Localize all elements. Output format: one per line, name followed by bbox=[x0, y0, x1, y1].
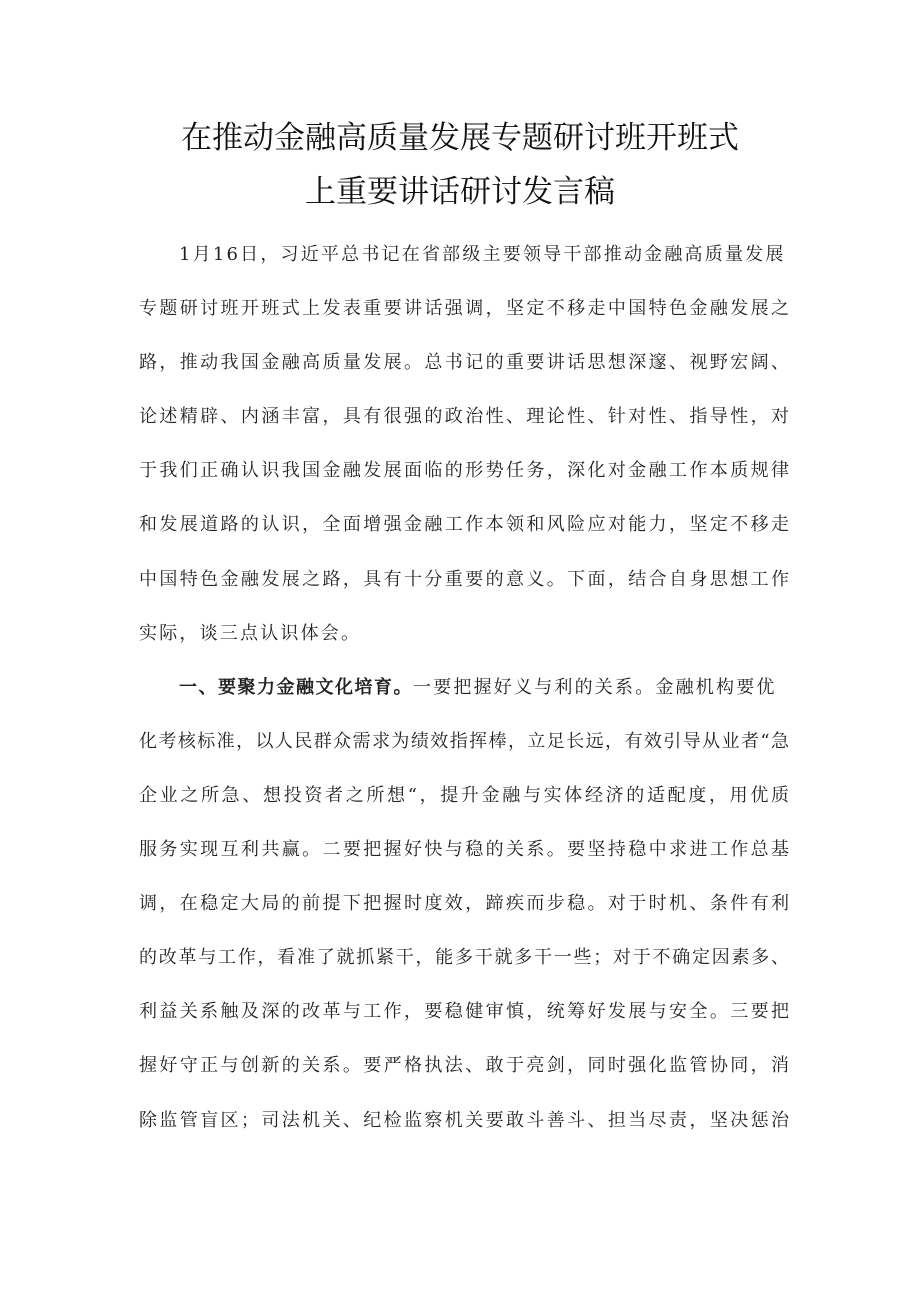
paragraph-1-line: 于我们正确认识我国金融发展面临的形势任务，深化对金融工作本质规律 bbox=[139, 460, 789, 482]
paragraph-2-first-line-text: 一要把握好义与利的关系。金融机构要优 bbox=[413, 676, 777, 698]
paragraph-1-line: 实际，谈三点认识体会。 bbox=[139, 622, 362, 644]
paragraph-2-line: 服务实现互利共赢。二要把握好快与稳的关系。要坚持稳中求进工作总基 bbox=[139, 839, 789, 861]
paragraph-1-line: 论述精辟、内涵丰富，具有很强的政治性、理论性、针对性、指导性，对 bbox=[139, 406, 789, 428]
paragraph-2-line: 握好守正与创新的关系。要严格执法、敢于亮剑，同时强化监管协同，消 bbox=[139, 1055, 789, 1077]
paragraph-1-line: 专题研讨班开班式上发表重要讲话强调，坚定不移走中国特色金融发展之 bbox=[139, 298, 789, 320]
paragraph-2-line: 化考核标准，以人民群众需求为绩效指挥棒，立足长远，有效引导从业者“急 bbox=[139, 730, 789, 752]
paragraph-2-line: 企业之所急、想投资者之所想“，提升金融与实体经济的适配度，用优质 bbox=[139, 784, 789, 806]
document-title-line-1: 在推动金融高质量发展专题研讨班开班式 bbox=[181, 120, 739, 156]
document-body bbox=[139, 233, 789, 1153]
paragraph-1-line: 路，推动我国金融高质量发展。总书记的重要讲话思想深邃、视野宏阔、 bbox=[139, 352, 789, 374]
paragraph-1-line: 和发展道路的认识，全面增强金融工作本领和风险应对能力，坚定不移走 bbox=[139, 514, 789, 536]
paragraph-2-first-line bbox=[139, 666, 789, 720]
section-heading-1: 一、要聚力金融文化培育。 bbox=[179, 676, 413, 698]
paragraph-2-line: 调，在稳定大局的前提下把握时度效，蹄疾而步稳。对于时机、条件有利 bbox=[139, 893, 789, 915]
paragraph-1-line: 中国特色金融发展之路，具有十分重要的意义。下面，结合自身思想工作 bbox=[139, 568, 789, 590]
paragraph-2-line: 的改革与工作，看准了就抓紧干，能多干就多干一些；对于不确定因素多、 bbox=[139, 947, 789, 969]
paragraph-1-line: 1月16日，习近平总书记在省部级主要领导干部推动金融高质量发展 bbox=[179, 244, 786, 265]
paragraph-2-line: 利益关系触及深的改革与工作，要稳健审慎，统筹好发展与安全。三要把 bbox=[139, 1001, 789, 1023]
paragraph-2-line: 除监管盲区；司法机关、纪检监察机关要敢斗善斗、担当尽责，坚决惩治 bbox=[139, 1109, 789, 1131]
document-title-line-2: 上重要讲话研讨发言稿 bbox=[305, 174, 615, 210]
